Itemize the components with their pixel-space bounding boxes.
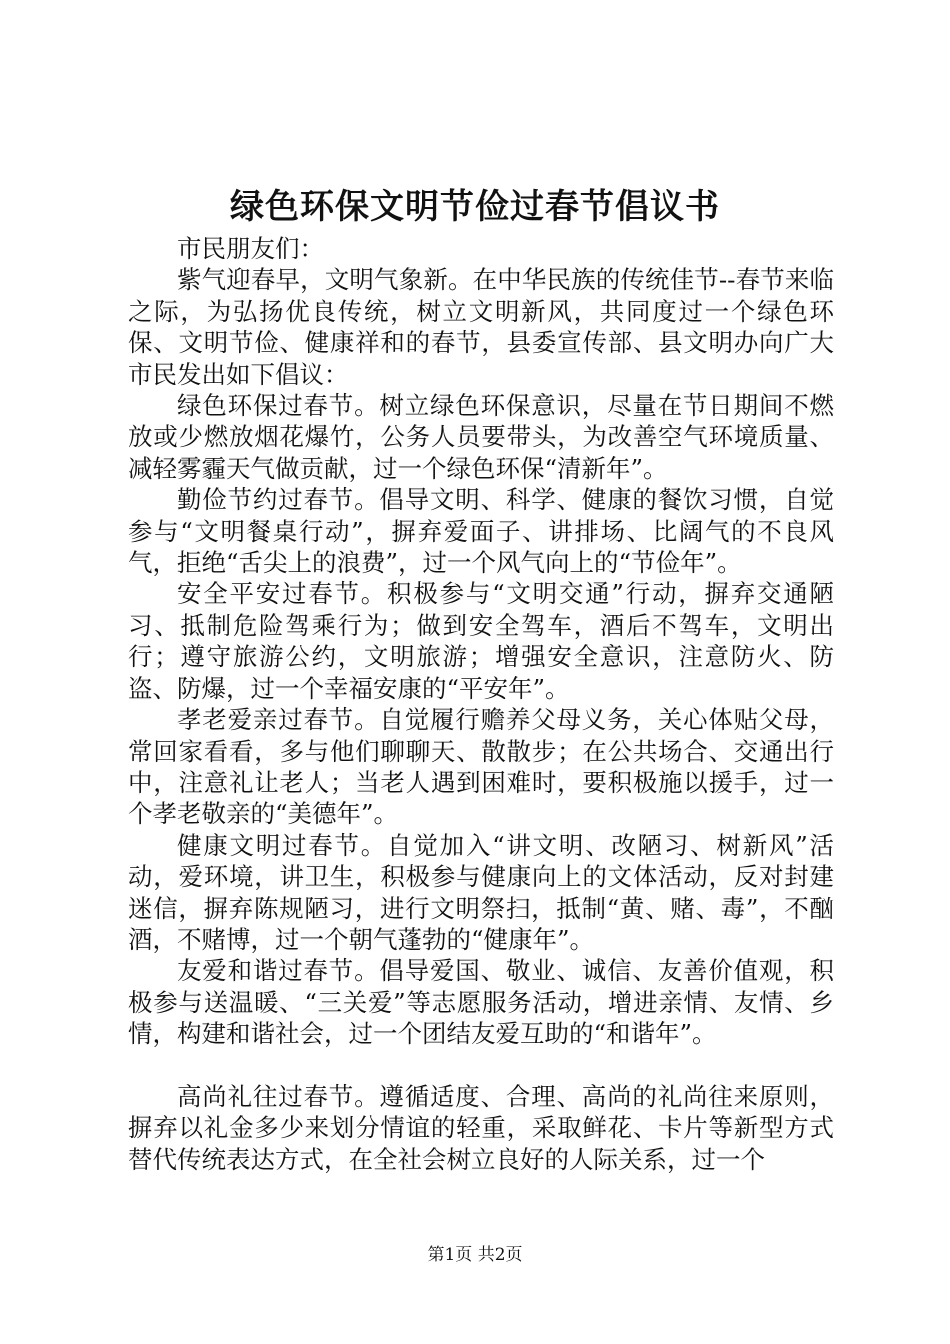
paragraph-etiquette: 高尚礼往过春节。遵循适度、合理、高尚的礼尚往来原则，摒弃以礼金多少来划分情谊的轻重，采取鲜花、卡片等新型方式替代传统表达方式，在全社会树立良好的人际关系，过一个 [128,1081,834,1174]
paragraph-intro: 紫气迎春早，文明气象新。在中华民族的传统佳节--春节来临之际，为弘扬优良传统，树立文明新风，共同度过一个绿色环保、文明节俭、健康祥和的春节，县委宣传部、县文明办向广大市民发出如下倡议： [128,265,834,389]
paragraph-health: 健康文明过春节。自觉加入“讲文明、改陋习、树新风”活动，爱环境，讲卫生，积极参与健康向上的文体活动，反对封建迷信，摒弃陈规陋习，进行文明祭扫，抵制“黄、赌、毒”，不酗酒，不赌博，过一个朝气蓬勃的“健康年”。 [128,830,834,954]
paragraph-harmony: 友爱和谐过春节。倡导爱国、敬业、诚信、友善价值观，积极参与送温暖、“三关爱”等志愿服务活动，增进亲情、友情、乡情，构建和谐社会，过一个团结友爱互助的“和谐年”。 [128,956,834,1049]
salutation: 市民朋友们： [177,234,324,263]
document-body [128,233,834,1175]
page-number: 第1页 共2页 [427,1245,523,1265]
paragraph-green: 绿色环保过春节。树立绿色环保意识，尽量在节日期间不燃放或少燃放烟花爆竹，公务人员要带头，为改善空气环境质量、减轻雾霾天气做贡献，过一个绿色环保“清新年”。 [128,391,834,483]
document-title: 绿色环保文明节俭过春节倡议书 [230,187,720,227]
paragraph-safety: 安全平安过春节。积极参与“文明交通”行动，摒弃交通陋习、抵制危险驾乘行为；做到安全驾车，酒后不驾车，文明出行；遵守旅游公约，文明旅游；增强安全意识，注意防火、防盗、防爆，过一个幸福安康的“平安年”。 [128,579,834,703]
paragraph-filial: 孝老爱亲过春节。自觉履行赡养父母义务，关心体贴父母，常回家看看，多与他们聊聊天、散散步；在公共场合、交通出行中，注意礼让老人；当老人遇到困难时，要积极施以援手，过一个孝老敬亲的“美德年”。 [128,705,834,829]
paragraph-frugal: 勤俭节约过春节。倡导文明、科学、健康的餐饮习惯，自觉参与“文明餐桌行动”，摒弃爱面子、讲排场、比阔气的不良风气，拒绝“舌尖上的浪费”，过一个风气向上的“节俭年”。 [128,485,834,578]
